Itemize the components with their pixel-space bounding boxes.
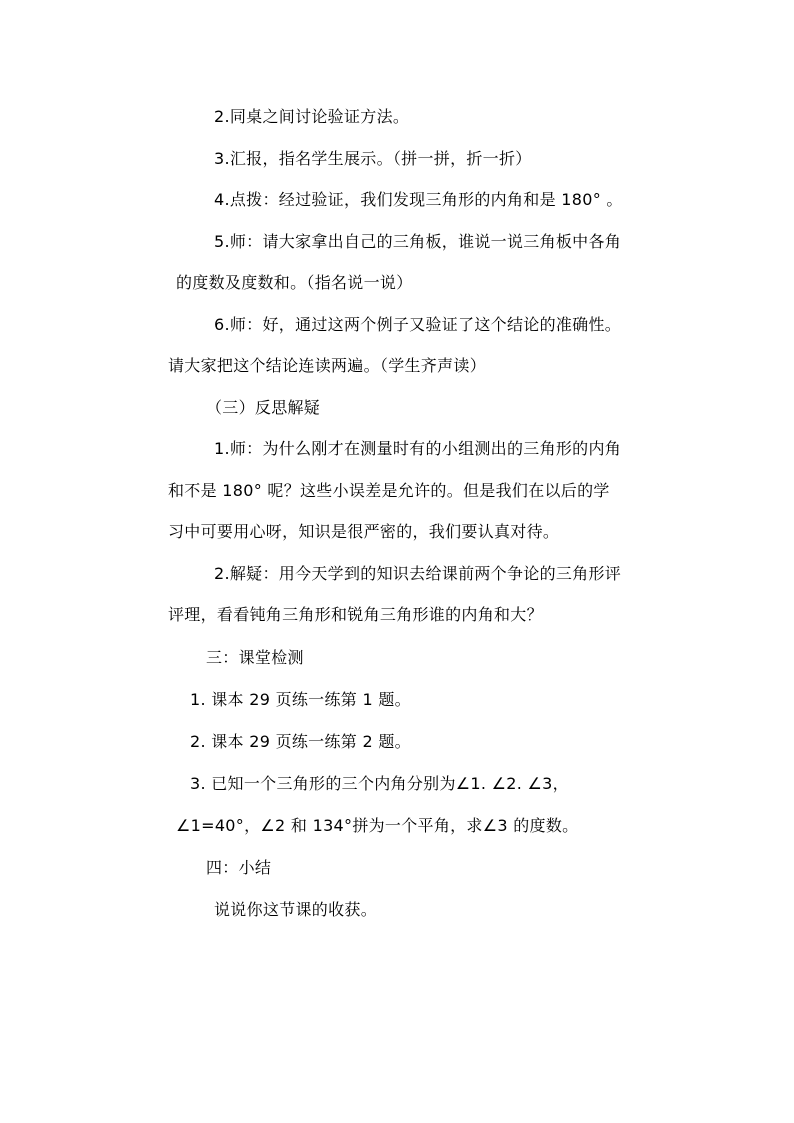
exercise-3: 3. 已知一个三角形的三个内角分别为∠1. ∠2. ∠3， bbox=[190, 774, 569, 793]
text-line-1: 2.同桌之间讨论验证方法。 bbox=[214, 107, 410, 126]
text-line-10: 和不是 180° 呢？这些小误差是允许的。但是我们在以后的学 bbox=[168, 481, 610, 500]
exercise-3-continued: ∠1=40°，∠2 和 134°拼为一个平角，求∠3 的度数。 bbox=[176, 816, 579, 835]
text-line-4: 5.师：请大家拿出自己的三角板，谁说一说三角板中各角 bbox=[214, 232, 622, 251]
exercise-2: 2. 课本 29 页练一练第 2 题。 bbox=[190, 732, 411, 751]
section-heading-classroom-test: 三：课堂检测 bbox=[206, 648, 304, 667]
text-line-9: 1.师：为什么刚才在测量时有的小组测出的三角形的内角 bbox=[214, 439, 622, 458]
text-line-5: 的度数及度数和。（指名说一说） bbox=[176, 273, 413, 292]
text-line-3: 4.点拨：经过验证，我们发现三角形的内角和是 180° 。 bbox=[214, 190, 623, 209]
text-line-2: 3.汇报，指名学生展示。（拼一拼，折一折） bbox=[214, 149, 532, 168]
exercise-1: 1. 课本 29 页练一练第 1 题。 bbox=[190, 690, 411, 709]
text-line-7: 请大家把这个结论连读两遍。（学生齐声读） bbox=[168, 356, 487, 375]
text-line-11: 习中可要用心呀，知识是很严密的，我们要认真对待。 bbox=[168, 522, 560, 541]
summary-text: 说说你这节课的收获。 bbox=[214, 900, 378, 919]
section-heading-summary: 四：小结 bbox=[206, 858, 272, 877]
text-line-6: 6.师：好，通过这两个例子又验证了这个结论的准确性。 bbox=[214, 315, 622, 334]
text-line-12: 2.解疑：用今天学到的知识去给课前两个争论的三角形评 bbox=[214, 564, 622, 583]
text-line-13: 评理，看看钝角三角形和锐角三角形谁的内角和大？ bbox=[168, 605, 543, 624]
section-heading-3: （三）反思解疑 bbox=[206, 398, 321, 417]
